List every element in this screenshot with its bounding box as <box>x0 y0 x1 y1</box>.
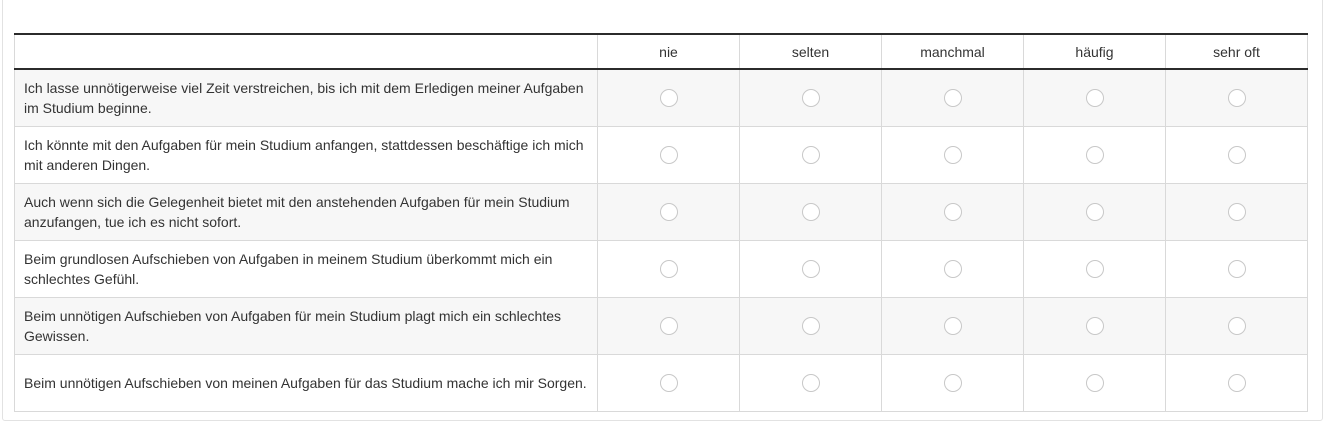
choice-cell <box>598 127 740 184</box>
choice-cell <box>1024 298 1166 355</box>
choice-cell <box>598 241 740 298</box>
radio-q3-selten[interactable] <box>802 203 820 221</box>
radio-q6-manchmal[interactable] <box>944 374 962 392</box>
choice-cell <box>1166 127 1308 184</box>
radio-q2-haeufig[interactable] <box>1086 146 1104 164</box>
radio-q5-nie[interactable] <box>660 317 678 335</box>
header-row <box>15 34 1308 69</box>
radio-q4-nie[interactable] <box>660 260 678 278</box>
radio-q4-haeufig[interactable] <box>1086 260 1104 278</box>
choice-cell <box>882 127 1024 184</box>
radio-q2-nie[interactable] <box>660 146 678 164</box>
radio-q2-manchmal[interactable] <box>944 146 962 164</box>
radio-q6-selten[interactable] <box>802 374 820 392</box>
choice-cell <box>1024 69 1166 127</box>
choice-cell <box>882 184 1024 241</box>
radio-q2-sehr-oft[interactable] <box>1228 146 1246 164</box>
question-row <box>15 298 1308 355</box>
choice-cell <box>1166 184 1308 241</box>
question-text: Beim grundlosen Aufschieben von Aufgaben in meinem Studium überkommt mich ein schlechtes Gefühl. <box>15 241 598 298</box>
choice-cell <box>1024 355 1166 412</box>
choice-cell <box>740 127 882 184</box>
radio-q1-haeufig[interactable] <box>1086 89 1104 107</box>
radio-q2-selten[interactable] <box>802 146 820 164</box>
question-text: Auch wenn sich die Gelegenheit bietet mit den anstehenden Aufgaben für mein Studium anzufangen, tue ich es nicht sofort. <box>15 184 598 241</box>
radio-q3-nie[interactable] <box>660 203 678 221</box>
column-header-haeufig: häufig <box>1024 34 1166 69</box>
radio-q1-nie[interactable] <box>660 89 678 107</box>
question-text: Ich lasse unnötigerweise viel Zeit verstreichen, bis ich mit dem Erledigen meiner Aufgaben im Studium beginne. <box>15 69 598 127</box>
choice-cell <box>1166 298 1308 355</box>
radio-q5-sehr-oft[interactable] <box>1228 317 1246 335</box>
choice-cell <box>882 241 1024 298</box>
question-row <box>15 127 1308 184</box>
column-header-manchmal: manchmal <box>882 34 1024 69</box>
radio-q4-sehr-oft[interactable] <box>1228 260 1246 278</box>
radio-q6-nie[interactable] <box>660 374 678 392</box>
choice-cell <box>882 69 1024 127</box>
survey-card <box>2 0 1323 421</box>
choice-cell <box>1166 69 1308 127</box>
question-row <box>15 355 1308 412</box>
choice-cell <box>1166 241 1308 298</box>
choice-cell <box>882 355 1024 412</box>
radio-q3-manchmal[interactable] <box>944 203 962 221</box>
choice-cell <box>740 298 882 355</box>
radio-q5-haeufig[interactable] <box>1086 317 1104 335</box>
choice-cell <box>598 69 740 127</box>
radio-q1-selten[interactable] <box>802 89 820 107</box>
likert-matrix-table <box>14 33 1308 412</box>
choice-cell <box>598 355 740 412</box>
radio-q4-selten[interactable] <box>802 260 820 278</box>
choice-cell <box>1024 184 1166 241</box>
choice-cell <box>740 184 882 241</box>
question-row <box>15 184 1308 241</box>
choice-cell <box>598 184 740 241</box>
radio-q6-sehr-oft[interactable] <box>1228 374 1246 392</box>
choice-cell <box>740 355 882 412</box>
column-header-sehr-oft: sehr oft <box>1166 34 1308 69</box>
choice-cell <box>882 298 1024 355</box>
choice-cell <box>740 69 882 127</box>
question-text: Beim unnötigen Aufschieben von Aufgaben für mein Studium plagt mich ein schlechtes Gewissen. <box>15 298 598 355</box>
radio-q4-manchmal[interactable] <box>944 260 962 278</box>
radio-q5-selten[interactable] <box>802 317 820 335</box>
radio-q3-sehr-oft[interactable] <box>1228 203 1246 221</box>
question-row <box>15 241 1308 298</box>
radio-q6-haeufig[interactable] <box>1086 374 1104 392</box>
question-text: Beim unnötigen Aufschieben von meinen Aufgaben für das Studium mache ich mir Sorgen. <box>15 355 598 412</box>
question-text: Ich könnte mit den Aufgaben für mein Studium anfangen, stattdessen beschäftige ich mich mit anderen Dingen. <box>15 127 598 184</box>
question-row <box>15 69 1308 127</box>
choice-cell <box>1166 355 1308 412</box>
radio-q5-manchmal[interactable] <box>944 317 962 335</box>
column-header-nie: nie <box>598 34 740 69</box>
radio-q1-sehr-oft[interactable] <box>1228 89 1246 107</box>
radio-q1-manchmal[interactable] <box>944 89 962 107</box>
column-header-selten: selten <box>740 34 882 69</box>
choice-cell <box>1024 241 1166 298</box>
question-column-header <box>15 34 598 69</box>
choice-cell <box>740 241 882 298</box>
choice-cell <box>598 298 740 355</box>
radio-q3-haeufig[interactable] <box>1086 203 1104 221</box>
choice-cell <box>1024 127 1166 184</box>
